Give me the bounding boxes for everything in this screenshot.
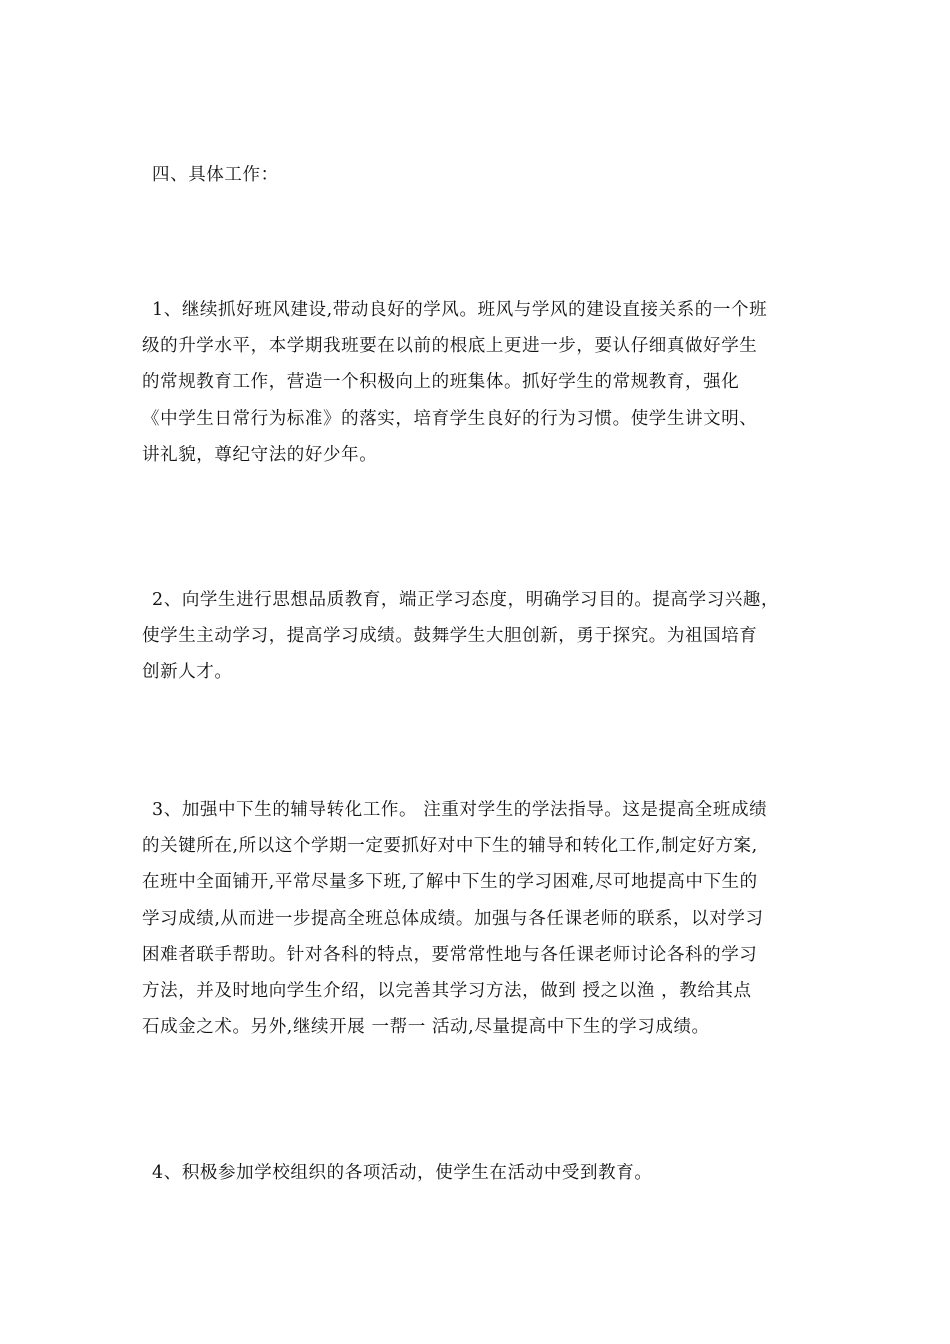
paragraph-3 xyxy=(142,792,807,1045)
paragraph-1 xyxy=(142,292,807,473)
paragraph-line: 的关键所在,所以这个学期一定要抓好对中下生的辅导和转化工作,制定好方案, xyxy=(142,836,758,857)
paragraph-line: 2、向学生进行思想品质教育，端正学习态度，明确学习目的。提高学习兴趣， xyxy=(152,590,780,610)
section-heading: 四、具体工作： xyxy=(152,165,279,185)
paragraph-line: 3、加强中下生的辅导转化工作。 注重对学生的学法指导。这是提高全班成绩 xyxy=(152,800,768,820)
paragraph-line: 1、继续抓好班风建设,带动良好的学风。班风与学风的建设直接关系的一个班 xyxy=(152,300,768,320)
paragraph-line: 级的升学水平，本学期我班要在以前的根底上更进一步，要认仔细真做好学生 xyxy=(142,336,758,357)
paragraph-2 xyxy=(142,582,807,691)
paragraph-line: 的常规教育工作，营造一个积极向上的班集体。抓好学生的常规教育，强化 xyxy=(142,372,740,393)
paragraph-line: 《中学生日常行为标准》的落实，培育学生良好的行为习惯。使学生讲文明、 xyxy=(142,408,758,429)
paragraph-line: 使学生主动学习，提高学习成绩。鼓舞学生大胆创新，勇于探究。为祖国培育 xyxy=(142,626,758,647)
paragraph-line: 学习成绩,从而进一步提高全班总体成绩。加强与各任课老师的联系，以对学习 xyxy=(142,908,764,929)
paragraph-line: 讲礼貌，尊纪守法的好少年。 xyxy=(142,444,378,465)
paragraph-line: 创新人才。 xyxy=(142,662,233,683)
paragraph-line: 困难者联手帮助。针对各科的特点，要常常性地与各任课老师讨论各科的学习 xyxy=(142,944,758,965)
paragraph-line: 在班中全面铺开,平常尽量多下班,了解中下生的学习困难,尽可地提高中下生的 xyxy=(142,872,758,893)
paragraph-line: 方法，并及时地向学生介绍，以完善其学习方法，做到 授之以渔 ，教给其点 xyxy=(142,981,752,1002)
paragraph-line: 石成金之术。另外,继续开展 一帮一 活动,尽量提高中下生的学习成绩。 xyxy=(142,1017,710,1038)
section-heading-block xyxy=(142,157,807,193)
paragraph-4 xyxy=(142,1155,807,1191)
paragraph-line: 4、积极参加学校组织的各项活动，使学生在活动中受到教育。 xyxy=(152,1163,653,1183)
